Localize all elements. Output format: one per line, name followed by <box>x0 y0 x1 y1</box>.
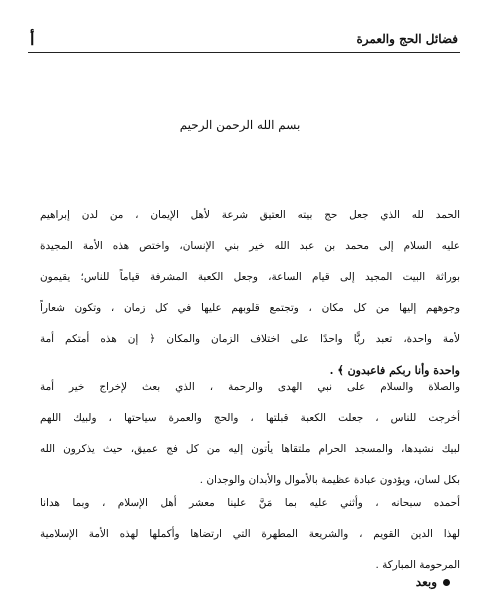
text-line-quran-verse: واحدة وأنا ربكم فاعبدون ﴾ . <box>329 364 460 377</box>
section-heading <box>416 575 450 589</box>
page-number: أ <box>30 30 35 49</box>
text-line: عليه السلام إلى محمد بن عبد الله خير بني الإنسان، واختص هذه الأمة المجيدة <box>40 240 460 252</box>
section-heading-text: وبعد <box>415 575 437 589</box>
text-line: والصلاة والسلام على نبي الهدى والرحمة ، الذي بعث لإخراج خير أمة <box>40 381 460 393</box>
text-line: وجوههم إليها من كل مكان ، وتجتمع قلوبهم عليها في كل زمان ، وتكون شعاراً <box>40 302 460 314</box>
text-line: لأمة واحدة، تعبد ربًّا واحدًا على اختلاف الزمان والمكان ﴿ إن هذه أمتكم أمة <box>40 333 460 345</box>
text-line: بوراثة البيت المجيد إلى قيام الساعة، وجعل الكعبة المشرفة قياماً للناس؛ يقيمون <box>40 271 460 283</box>
basmala: بسم الله الرحمن الرحيم <box>179 118 301 132</box>
text-line: بكل لسان، ويؤدون عبادة عظيمة بالأموال والأبدان والوجدان . <box>199 474 460 486</box>
bullet-icon <box>443 579 450 586</box>
paragraph-salutation <box>40 372 460 496</box>
text-line: لهذا الدين القويم ، والشريعة المطهرة التي ارتضاها وأكملها لهذه الأمة الإسلامية <box>40 528 460 540</box>
text-line: المرحومة المباركة . <box>375 559 460 571</box>
text-line: أخرجت للناس ، جعلت الكعبة قبلتها ، والحج والعمرة سياحتها ، ولبيك اللهم <box>40 412 460 424</box>
paragraph-thanks <box>40 488 460 581</box>
text-line: أحمده سبحانه ، وأثني عليه بما مَنَّ علينا معشر أهل الإسلام ، وبما هدانا <box>40 497 460 509</box>
running-title: فضائل الحج والعمرة <box>356 32 458 46</box>
text-line: الحمد لله الذي جعل حج بيته العتيق شرعة لأهل الإيمان ، من لدن إبراهيم <box>40 209 460 221</box>
paragraph-opening-praise <box>40 200 460 386</box>
text-line: لبيك نشيدها، والمسجد الحرام ملتقاها يأتون إليه من كل فج عميق، حيث يذكرون الله <box>40 443 460 455</box>
page-header <box>28 30 460 53</box>
